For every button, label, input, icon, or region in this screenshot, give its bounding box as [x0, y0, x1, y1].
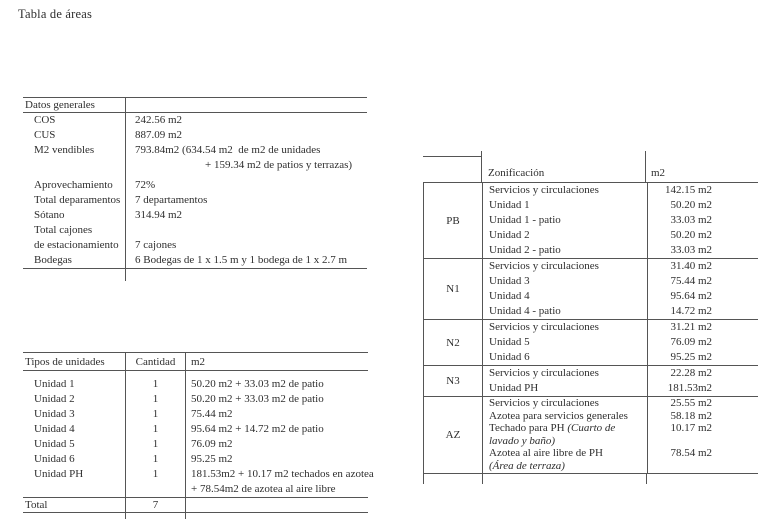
unit-cantidad: 1 [125, 407, 185, 422]
row-value: 887.09 m2 [125, 128, 367, 143]
unit-label: Unidad 6 [34, 453, 75, 465]
row-label: CUS [34, 129, 56, 141]
zonificacion-header: Zonificación [481, 151, 645, 182]
table-row [483, 350, 758, 365]
table-row [23, 392, 368, 407]
table-row [483, 289, 758, 304]
row-m2: 22.28 m2 [647, 366, 758, 381]
table-row [23, 422, 368, 437]
table-row [483, 320, 758, 335]
table-row [483, 447, 758, 472]
zonificacion-sections [423, 183, 758, 474]
unit-cantidad: 1 [125, 467, 185, 497]
unit-m2: 50.20 m2 + 33.03 m2 de patio [185, 377, 368, 392]
row-desc: Unidad 2 - patio [489, 244, 561, 256]
row-label: de estacionamiento [34, 239, 119, 251]
row-value: 793.84m2 (634.54 m2 de m2 de unidades + 159.34 m2 de patios y terrazas) [125, 143, 367, 173]
table-row [483, 381, 758, 396]
row-desc: Unidad 1 [489, 199, 530, 211]
table-row [483, 397, 758, 410]
table-row [23, 437, 368, 452]
table-row [23, 238, 367, 253]
tipos-header-row [23, 352, 368, 371]
row-desc: Unidad 6 [489, 351, 530, 363]
row-value [125, 223, 367, 238]
row-value: 314.94 m2 [125, 208, 367, 223]
row-desc-italic: (Cuarto de lavado y baño) [489, 422, 616, 447]
table-row [483, 304, 758, 319]
table-row [23, 467, 374, 497]
total-cantidad: 7 [125, 498, 185, 513]
row-m2: 76.09 m2 [647, 335, 758, 350]
table-row [483, 183, 758, 198]
row-m2: 50.20 m2 [647, 228, 758, 243]
unit-cantidad: 1 [125, 392, 185, 407]
row-m2: 78.54 m2 [647, 447, 758, 472]
row-m2: 10.17 m2 [647, 422, 758, 447]
table-row [23, 178, 367, 193]
table-row [483, 243, 758, 258]
row-m2: 14.72 m2 [647, 304, 758, 319]
row-value-line2: + 159.34 m2 de patios y terrazas) [205, 159, 353, 171]
zonificacion-header-row [423, 151, 758, 183]
row-desc-italic: (Área de terraza) [489, 459, 565, 472]
table-row [483, 198, 758, 213]
section-rows [482, 259, 758, 319]
zonificacion-table [423, 151, 758, 484]
table-row [23, 452, 368, 467]
row-desc: Servicios y circulaciones [489, 367, 599, 379]
section-rows [482, 397, 758, 473]
section-label: N1 [446, 283, 460, 295]
section-label: N2 [446, 336, 460, 349]
section-label: N3 [446, 375, 460, 387]
table-row [23, 128, 367, 143]
row-m2: 95.64 m2 [647, 289, 758, 304]
zonificacion-bottom-stub [423, 474, 758, 484]
row-desc: Unidad 1 - patio [489, 214, 561, 226]
table-row [483, 228, 758, 243]
zonificacion-m2-header: m2 [645, 151, 758, 182]
row-label: Bodegas [34, 254, 72, 266]
row-desc: Azotea para servicios generales [489, 409, 628, 422]
row-m2: 75.44 m2 [647, 274, 758, 289]
tipos-header-col3: m2 [185, 353, 368, 371]
table-row [483, 366, 758, 381]
unit-cantidad: 1 [125, 377, 185, 392]
unit-cantidad: 1 [125, 422, 185, 437]
unit-m2: 76.09 m2 [185, 437, 368, 452]
datos-generales-table [23, 97, 367, 281]
datos-generales-rows [23, 113, 367, 268]
tipos-header-col1: Tipos de unidades [25, 356, 105, 368]
row-m2: 33.03 m2 [647, 213, 758, 228]
table-row [23, 193, 367, 208]
row-desc: Unidad 5 [489, 336, 530, 348]
row-m2: 181.53m2 [647, 381, 758, 396]
row-label: Total deparamentos [34, 194, 121, 206]
datos-generales-header-row [23, 97, 367, 113]
row-label: Aprovechamiento [34, 179, 113, 191]
section-label: PB [446, 214, 460, 227]
total-label: Total [25, 499, 48, 511]
table-row [23, 113, 367, 128]
tipos-header-col2: Cantidad [125, 353, 185, 371]
row-desc: Techado para PH (Cuarto de lavado y baño) [489, 422, 616, 447]
row-desc: Unidad 2 [489, 229, 530, 241]
row-value: 242.56 m2 [125, 113, 367, 128]
table-row [23, 407, 368, 422]
tipos-rows [23, 377, 374, 497]
row-m2: 142.15 m2 [647, 183, 758, 198]
row-desc: Servicios y circulaciones [489, 397, 599, 409]
row-desc: Servicios y circulaciones [489, 184, 599, 196]
tipos-bottom-stub [23, 513, 368, 519]
table-row [483, 335, 758, 350]
table-row [483, 213, 758, 228]
unit-m2: 75.44 m2 [185, 407, 368, 422]
table-row [483, 274, 758, 289]
zonificacion-section [423, 259, 758, 320]
unit-label: Unidad 5 [34, 438, 75, 450]
total-m2 [185, 498, 368, 513]
row-label: M2 vendibles [34, 144, 95, 156]
row-m2: 58.18 m2 [647, 410, 758, 423]
tipos-total-row [23, 497, 368, 513]
unit-cantidad: 1 [125, 437, 185, 452]
table-row [483, 410, 758, 423]
row-m2: 50.20 m2 [647, 198, 758, 213]
zonificacion-section [423, 320, 758, 366]
unit-cantidad: 1 [125, 452, 185, 467]
row-value: 7 cajones [125, 238, 367, 253]
table-row [483, 259, 758, 274]
datos-generales-bottom-stub [23, 268, 367, 281]
zonificacion-corner-cell [423, 151, 481, 182]
zonificacion-section [423, 366, 758, 397]
section-rows [482, 183, 758, 258]
section-rows [482, 320, 758, 365]
zonificacion-section [423, 183, 758, 259]
section-label: AZ [445, 428, 461, 441]
row-desc: Servicios y circulaciones [489, 321, 599, 333]
row-value: 72% [125, 178, 367, 193]
row-label: Sótano [34, 209, 65, 221]
row-m2: 31.21 m2 [647, 320, 758, 335]
row-desc: Unidad 3 [489, 275, 530, 287]
table-row [23, 377, 368, 392]
tipos-de-unidades-table [23, 352, 374, 519]
unit-label: Unidad 1 [34, 378, 75, 390]
row-value: 7 departamentos [125, 193, 367, 208]
table-row [23, 223, 367, 238]
unit-m2-line2: + 78.54m2 de azotea al aire libre [191, 483, 336, 495]
row-m2: 95.25 m2 [647, 350, 758, 365]
datos-generales-header-spacer [125, 98, 367, 113]
row-desc: Azotea al aire libre de PH (Área de terraza) [489, 447, 603, 472]
table-row [23, 253, 367, 268]
unit-m2: 181.53m2 + 10.17 m2 techados en azotea + 78.54m2 de azotea al aire libre [185, 467, 374, 497]
table-row [23, 208, 367, 223]
section-rows [482, 366, 758, 396]
row-m2: 31.40 m2 [647, 259, 758, 274]
unit-m2: 95.25 m2 [185, 452, 368, 467]
row-desc: Unidad 4 [489, 290, 530, 302]
zonificacion-section [423, 397, 758, 474]
table-row [23, 143, 367, 173]
row-desc: Unidad 4 - patio [489, 305, 561, 317]
unit-m2: 50.20 m2 + 33.03 m2 de patio [185, 392, 368, 407]
unit-label: Unidad 3 [34, 408, 75, 420]
row-label: Total cajones [34, 224, 93, 236]
table-row [483, 422, 758, 447]
datos-generales-header: Datos generales [25, 99, 95, 111]
page-title: Tabla de áreas [18, 7, 93, 21]
unit-label: Unidad 2 [34, 393, 75, 405]
row-desc: Servicios y circulaciones [489, 260, 599, 272]
unit-label: Unidad 4 [34, 423, 75, 435]
unit-label: Unidad PH [34, 468, 84, 480]
row-desc: Unidad PH [489, 382, 539, 394]
row-label: COS [34, 114, 56, 126]
row-m2: 33.03 m2 [647, 243, 758, 258]
unit-m2: 95.64 m2 + 14.72 m2 de patio [185, 422, 368, 437]
row-value: 6 Bodegas de 1 x 1.5 m y 1 bodega de 1 x 2.7 m [125, 253, 367, 268]
row-m2: 25.55 m2 [647, 397, 758, 410]
